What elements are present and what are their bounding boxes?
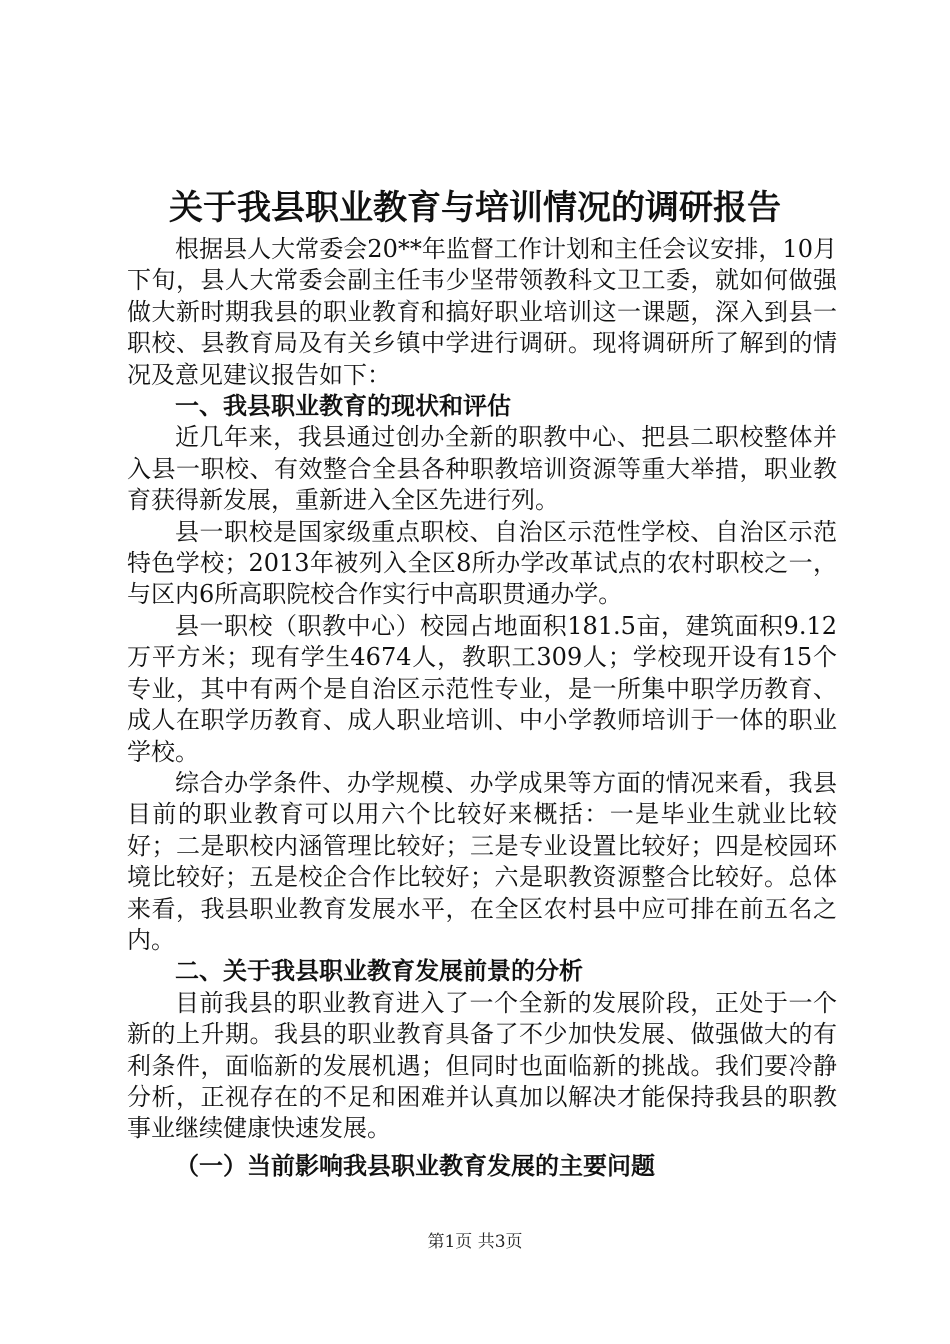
subsection-heading: （一）当前影响我县职业教育发展的主要问题 — [175, 1151, 655, 1180]
section-1-heading: 一、我县职业教育的现状和评估 — [175, 392, 511, 421]
section-1-paragraph-4: 综合办学条件、办学规模、办学成果等方面的情况来看，我县目前的职业教育可以用六个比较好来概括：一是毕业生就业比较好；二是职校内涵管理比较好；三是专业设置比较好；四是校园环境比较好；五是校企合作比较好；六是职教资源整合比较好。总体来看，我县职业教育发展水平，在全区农村县中应可排在前五名之内。 — [127, 768, 837, 954]
document-title: 关于我县职业教育与培训情况的调研报告 — [169, 188, 781, 228]
section-2-heading: 二、关于我县职业教育发展前景的分析 — [175, 957, 583, 986]
section-1-paragraph-2: 县一职校是国家级重点职校、自治区示范性学校、自治区示范特色学校；2013年被列入全区8所办学改革试点的农村职校之一，与区内6所高职院校合作实行中高职贯通办学。 — [127, 517, 837, 609]
intro-paragraph: 根据县人大常委会20**年监督工作计划和主任会议安排，10月下旬，县人大常委会副主任韦少坚带领教科文卫工委，就如何做强做大新时期我县的职业教育和搞好职业培训这一课题，深入到县一职校、县教育局及有关乡镇中学进行调研。现将调研所了解到的情况及意见建议报告如下： — [127, 235, 837, 389]
section-1-paragraph-3: 县一职校（职教中心）校园占地面积181.5亩，建筑面积9.12万平方米；现有学生4674人，教职工309人；学校现开设有15个专业，其中有两个是自治区示范性专业，是一所集中职学历教育、成人在职学历教育、成人职业培训、中小学教师培训于一体的职业学校。 — [127, 611, 837, 766]
page-number-footer: 第1页 共3页 — [427, 1232, 523, 1252]
section-2-paragraph-1: 目前我县的职业教育进入了一个全新的发展阶段，正处于一个新的上升期。我县的职业教育具备了不少加快发展、做强做大的有利条件，面临新的发展机遇；但同时也面临新的挑战。我们要冷静分析，正视存在的不足和困难并认真加以解决才能保持我县的职教事业继续健康快速发展。 — [127, 988, 837, 1143]
section-1-paragraph-1: 近几年来，我县通过创办全新的职教中心、把县二职校整体并入县一职校、有效整合全县各种职教培训资源等重大举措，职业教育获得新发展，重新进入全区先进行列。 — [127, 423, 837, 515]
document-body — [127, 234, 837, 1182]
